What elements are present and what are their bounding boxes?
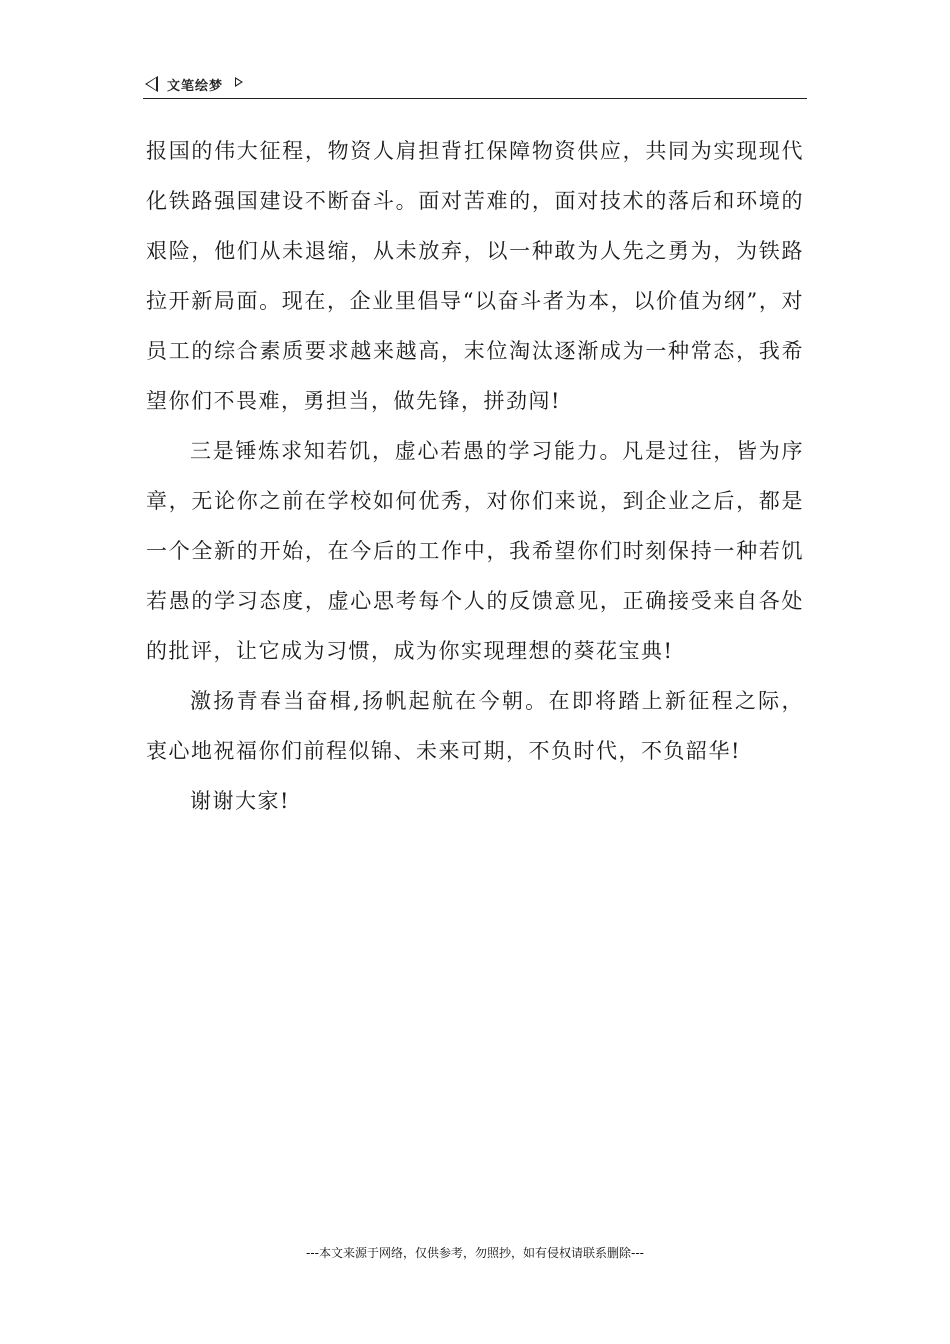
paragraph-1: 报国的伟大征程，物资人肩担背扛保障物资供应，共同为实现现代化铁路强国建设不断奋斗。面对苦难的，面对技术的落后和环境的艰险，他们从未退缩，从未放弃，以一种敢为人先之勇为，为铁路拉开新局面。现在，企业里倡导“以奋斗者为本，以价值为纲”，对员工的综合素质要求越来越高，末位淘汰逐渐成为一种常态，我希望你们不畏难，勇担当，做先锋，拼劲闯! [146,139,804,413]
page-footer: ---本文来源于网络，仅供参考，勿照抄，如有侵权请联系删除--- [306,1246,644,1260]
paragraph-3: 激扬青春当奋楫,扬帆起航在今朝。在即将踏上新征程之际，衷心地祝福你们前程似锦、未来可期，不负时代，不负韶华! [146,689,804,763]
document-body [146,126,804,826]
triangle-left-icon [145,76,158,92]
header-title: 文笔绘梦 [167,79,224,94]
page-header [143,72,807,99]
paragraph-2: 三是锤炼求知若饥，虚心若愚的学习能力。凡是过往，皆为序章，无论你之前在学校如何优秀，对你们来说，到企业之后，都是一个全新的开始，在今后的工作中，我希望你们时刻保持一种若饥若愚的学习态度，虚心思考每个人的反馈意见，正确接受来自各处的批评，让它成为习惯，成为你实现理想的葵花宝典! [146,439,804,663]
triangle-right-icon [235,77,243,87]
paragraph-4: 谢谢大家! [190,789,290,813]
